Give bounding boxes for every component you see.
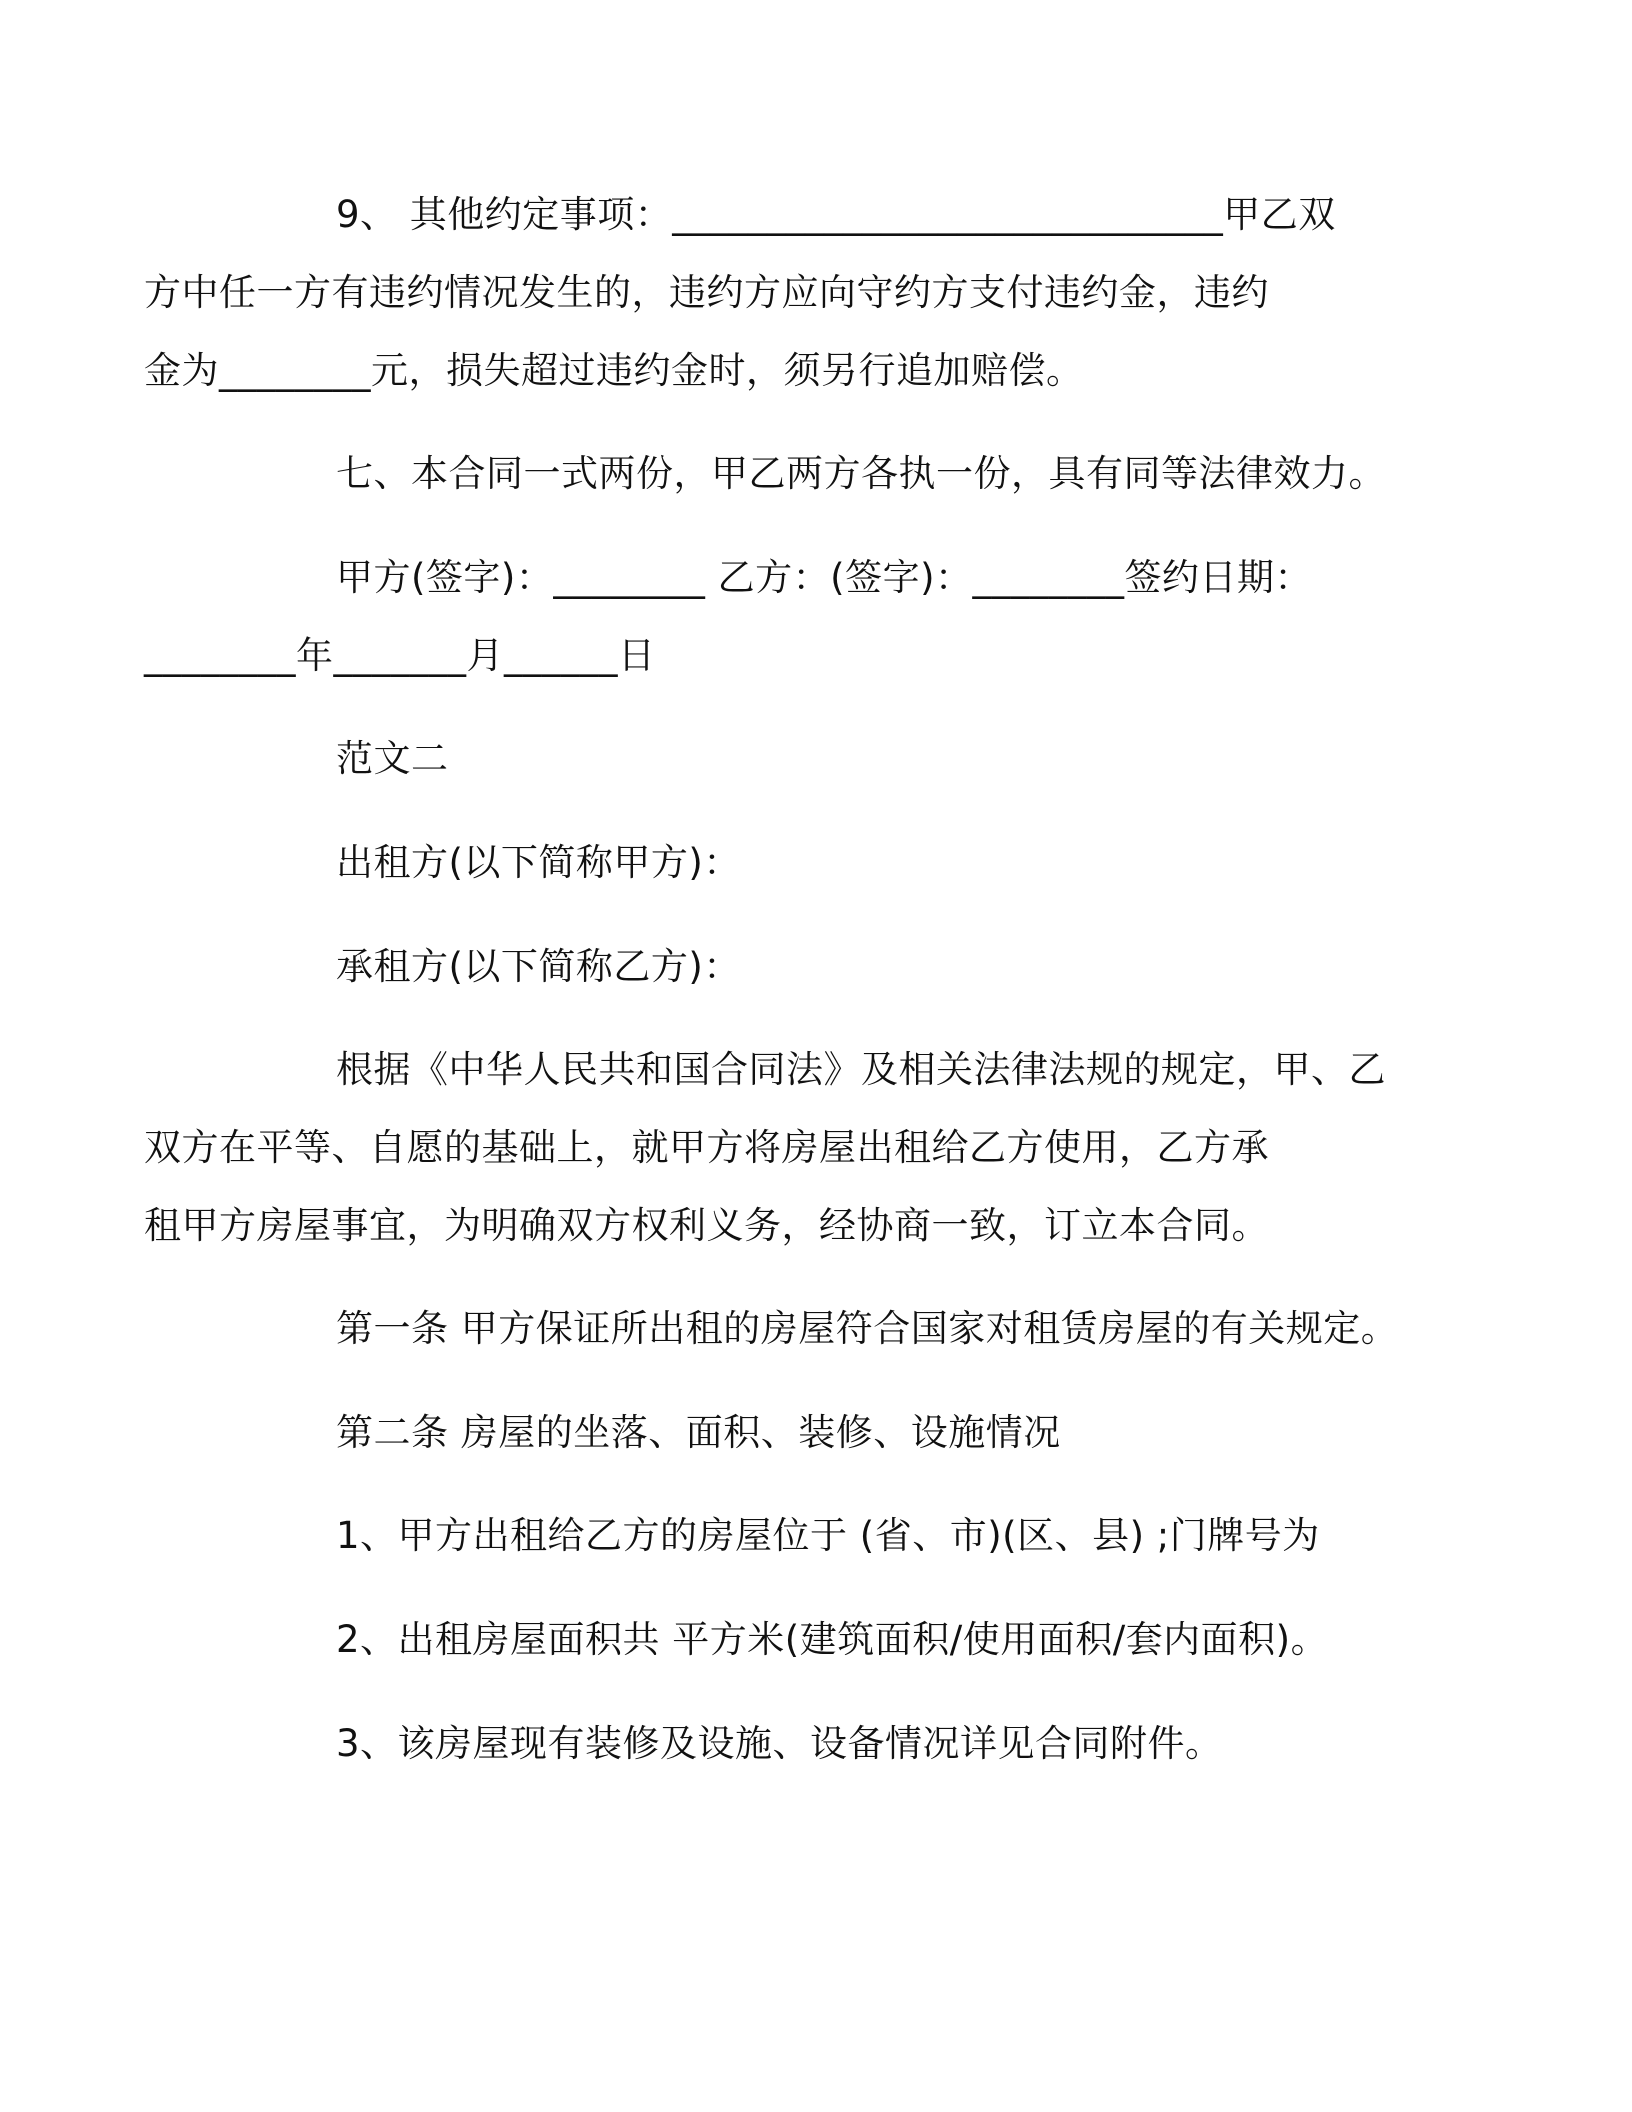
paragraph-lessor xyxy=(240,824,1390,902)
paragraph-article-7-copies xyxy=(240,435,1390,513)
text-line: ________年_______月______日 xyxy=(144,634,656,677)
paragraph-clause-9-other xyxy=(144,176,1390,410)
paragraph-lessee xyxy=(240,928,1390,1006)
paragraph-article-2-item-2 xyxy=(240,1601,1390,1679)
text-line: 七、本合同一式两份，甲乙两方各执一份，具有同等法律效力。 xyxy=(336,452,1386,495)
heading-sample-two xyxy=(240,720,1390,798)
text-line: 范文二 xyxy=(336,737,449,780)
text-line: 1、甲方出租给乙方的房屋位于 (省、市)(区、县) ;门牌号为 xyxy=(336,1514,1320,1557)
text-line: 租甲方房屋事宜，为明确双方权利义务，经协商一致，订立本合同。 xyxy=(144,1204,1269,1247)
text-line: 第一条 甲方保证所出租的房屋符合国家对租赁房屋的有关规定。 xyxy=(336,1307,1399,1350)
paragraph-article-1 xyxy=(240,1290,1399,1368)
text-line: 金为________元，损失超过违约金时，须另行追加赔偿。 xyxy=(144,349,1084,392)
paragraph-signature-line xyxy=(144,539,1390,695)
paragraph-article-2-item-1 xyxy=(240,1497,1390,1575)
text-line: 甲方(签字)：________ 乙方：(签字)：________签约日期： xyxy=(336,556,1313,599)
text-line: 方中任一方有违约情况发生的，违约方应向守约方支付违约金，违约 xyxy=(144,271,1269,314)
paragraph-article-2-item-3 xyxy=(240,1705,1390,1783)
text-line: 9、 其他约定事项：_____________________________甲乙双 xyxy=(336,193,1336,236)
text-line: 根据《中华人民共和国合同法》及相关法律法规的规定，甲、乙 xyxy=(336,1048,1386,1091)
text-line: 2、出租房屋面积共 平方米(建筑面积/使用面积/套内面积)。 xyxy=(336,1618,1329,1661)
text-line: 双方在平等、自愿的基础上，就甲方将房屋出租给乙方使用，乙方承 xyxy=(144,1126,1269,1169)
paragraph-article-2 xyxy=(240,1394,1390,1472)
paragraph-preamble xyxy=(144,1031,1390,1265)
text-line: 承租方(以下简称乙方)： xyxy=(336,945,741,988)
text-line: 第二条 房屋的坐落、面积、装修、设施情况 xyxy=(336,1411,1061,1454)
text-line: 3、该房屋现有装修及设施、设备情况详见合同附件。 xyxy=(336,1722,1223,1765)
text-line: 出租方(以下简称甲方)： xyxy=(336,841,741,884)
